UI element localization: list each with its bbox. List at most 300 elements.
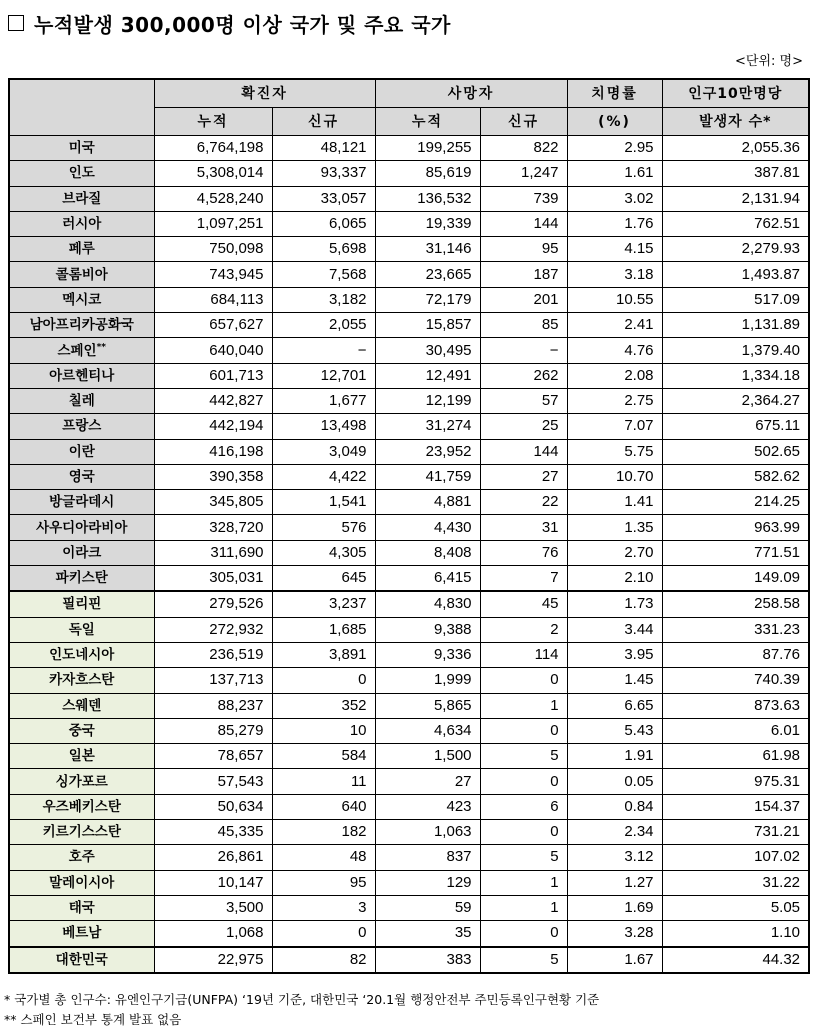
deaths-cumulative-cell: 72,179 xyxy=(375,287,480,312)
table-row xyxy=(9,591,809,617)
footnotes xyxy=(4,990,599,1030)
deaths-cumulative-cell: 5,865 xyxy=(375,693,480,718)
table-row xyxy=(9,414,809,439)
per100k-cell: 44.32 xyxy=(662,947,809,973)
table-row xyxy=(9,895,809,920)
confirmed-cumulative-cell: 236,519 xyxy=(154,642,272,667)
cfr-cell: 7.07 xyxy=(567,414,662,439)
confirmed-new-cell: 3 xyxy=(272,895,375,920)
deaths-cumulative-cell: 23,952 xyxy=(375,439,480,464)
per100k-cell: 1,131.89 xyxy=(662,313,809,338)
cfr-cell: 3.28 xyxy=(567,921,662,947)
country-name: 방글라데시 xyxy=(49,494,115,511)
confirmed-new-cell: 645 xyxy=(272,566,375,592)
confirmed-cumulative-cell: 272,932 xyxy=(154,617,272,642)
confirmed-cumulative-cell: 78,657 xyxy=(154,744,272,769)
confirmed-new-cell: 11 xyxy=(272,769,375,794)
per100k-cell: 154.37 xyxy=(662,794,809,819)
confirmed-cumulative-cell: 50,634 xyxy=(154,794,272,819)
cfr-cell: 10.70 xyxy=(567,464,662,489)
deaths-cumulative-cell: 383 xyxy=(375,947,480,973)
deaths-new-cell: 5 xyxy=(480,845,567,870)
per100k-cell: 87.76 xyxy=(662,642,809,667)
per100k-cell: 2,364.27 xyxy=(662,388,809,413)
cfr-cell: 5.43 xyxy=(567,718,662,743)
table-row xyxy=(9,744,809,769)
country-name: 스페인 xyxy=(57,342,97,359)
deaths-new-cell: 45 xyxy=(480,591,567,617)
confirmed-new-cell: 182 xyxy=(272,820,375,845)
deaths-new-cell: 262 xyxy=(480,363,567,388)
country-name: 아르헨티나 xyxy=(49,367,115,384)
country-cell xyxy=(9,642,154,667)
header-confirmed: 확진자 xyxy=(154,79,375,108)
per100k-cell: 387.81 xyxy=(662,161,809,186)
confirmed-cumulative-cell: 88,237 xyxy=(154,693,272,718)
deaths-cumulative-cell: 4,830 xyxy=(375,591,480,617)
country-name: 브라질 xyxy=(62,190,102,207)
country-cell xyxy=(9,490,154,515)
header-confirmed-new: 신규 xyxy=(272,108,375,136)
deaths-new-cell: 0 xyxy=(480,769,567,794)
deaths-cumulative-cell: 12,491 xyxy=(375,363,480,388)
country-name: 영국 xyxy=(68,469,95,485)
deaths-new-cell: 5 xyxy=(480,947,567,973)
header-confirmed-cumulative: 누적 xyxy=(154,108,272,136)
confirmed-cumulative-cell: 1,068 xyxy=(154,921,272,947)
confirmed-new-cell: 82 xyxy=(272,947,375,973)
country-name: 필리핀 xyxy=(62,596,102,613)
table-row xyxy=(9,439,809,464)
per100k-cell: 107.02 xyxy=(662,845,809,870)
country-cell xyxy=(9,237,154,262)
table-row xyxy=(9,287,809,312)
cfr-cell: 3.18 xyxy=(567,262,662,287)
per100k-cell: 675.11 xyxy=(662,414,809,439)
per100k-cell: 1,379.40 xyxy=(662,338,809,363)
deaths-cumulative-cell: 9,336 xyxy=(375,642,480,667)
country-name: 스웨덴 xyxy=(62,697,102,714)
per100k-cell: 2,279.93 xyxy=(662,237,809,262)
per100k-cell: 740.39 xyxy=(662,668,809,693)
deaths-cumulative-cell: 59 xyxy=(375,895,480,920)
deaths-cumulative-cell: 136,532 xyxy=(375,186,480,211)
deaths-cumulative-cell: 30,495 xyxy=(375,338,480,363)
per100k-cell: 517.09 xyxy=(662,287,809,312)
per100k-cell: 582.62 xyxy=(662,464,809,489)
table-row xyxy=(9,490,809,515)
table-row xyxy=(9,136,809,161)
deaths-cumulative-cell: 837 xyxy=(375,845,480,870)
per100k-cell: 214.25 xyxy=(662,490,809,515)
table-row xyxy=(9,313,809,338)
cfr-cell: 3.02 xyxy=(567,186,662,211)
table-row xyxy=(9,211,809,236)
confirmed-new-cell: 584 xyxy=(272,744,375,769)
country-name: 카자흐스탄 xyxy=(49,672,115,689)
country-name: 독일 xyxy=(68,621,95,638)
country-cell xyxy=(9,794,154,819)
cfr-cell: 2.75 xyxy=(567,388,662,413)
cfr-cell: 2.41 xyxy=(567,313,662,338)
deaths-cumulative-cell: 4,430 xyxy=(375,515,480,540)
cfr-cell: 2.10 xyxy=(567,566,662,592)
confirmed-cumulative-cell: 442,194 xyxy=(154,414,272,439)
table-row xyxy=(9,566,809,592)
table-row xyxy=(9,262,809,287)
country-cell xyxy=(9,363,154,388)
covid-stats-table xyxy=(8,78,810,974)
confirmed-cumulative-cell: 22,975 xyxy=(154,947,272,973)
country-cell xyxy=(9,617,154,642)
country-name: 사우디아라비아 xyxy=(36,519,128,536)
cfr-cell: 1.76 xyxy=(567,211,662,236)
per100k-cell: 873.63 xyxy=(662,693,809,718)
per100k-cell: 731.21 xyxy=(662,820,809,845)
deaths-new-cell: 25 xyxy=(480,414,567,439)
checkbox-square-icon xyxy=(8,15,24,31)
country-name: 러시아 xyxy=(62,216,102,233)
cfr-cell: 2.95 xyxy=(567,136,662,161)
confirmed-new-cell: 7,568 xyxy=(272,262,375,287)
confirmed-cumulative-cell: 279,526 xyxy=(154,591,272,617)
cfr-cell: 1.35 xyxy=(567,515,662,540)
confirmed-cumulative-cell: 311,690 xyxy=(154,540,272,565)
deaths-new-cell: 27 xyxy=(480,464,567,489)
table-row xyxy=(9,515,809,540)
per100k-cell: 258.58 xyxy=(662,591,809,617)
deaths-new-cell: 22 xyxy=(480,490,567,515)
country-name: 싱가포르 xyxy=(55,773,108,790)
confirmed-new-cell: 3,049 xyxy=(272,439,375,464)
confirmed-new-cell: 576 xyxy=(272,515,375,540)
deaths-cumulative-cell: 199,255 xyxy=(375,136,480,161)
cfr-cell: 1.91 xyxy=(567,744,662,769)
confirmed-new-cell: 13,498 xyxy=(272,414,375,439)
deaths-new-cell: 144 xyxy=(480,211,567,236)
deaths-new-cell: 0 xyxy=(480,820,567,845)
deaths-new-cell: − xyxy=(480,338,567,363)
confirmed-cumulative-cell: 442,827 xyxy=(154,388,272,413)
deaths-new-cell: 201 xyxy=(480,287,567,312)
cfr-cell: 1.41 xyxy=(567,490,662,515)
country-cell xyxy=(9,313,154,338)
table-row xyxy=(9,363,809,388)
cfr-cell: 1.67 xyxy=(567,947,662,973)
confirmed-cumulative-cell: 10,147 xyxy=(154,870,272,895)
deaths-new-cell: 6 xyxy=(480,794,567,819)
country-cell xyxy=(9,693,154,718)
table-row xyxy=(9,540,809,565)
cfr-cell: 6.65 xyxy=(567,693,662,718)
country-cell xyxy=(9,718,154,743)
confirmed-cumulative-cell: 640,040 xyxy=(154,338,272,363)
confirmed-cumulative-cell: 390,358 xyxy=(154,464,272,489)
deaths-cumulative-cell: 85,619 xyxy=(375,161,480,186)
per100k-cell: 1,493.87 xyxy=(662,262,809,287)
confirmed-new-cell: 1,685 xyxy=(272,617,375,642)
header-cfr: 치명률 xyxy=(567,79,662,108)
per100k-cell: 31.22 xyxy=(662,870,809,895)
country-name: 호주 xyxy=(68,849,95,866)
country-cell xyxy=(9,921,154,947)
country-cell xyxy=(9,262,154,287)
cfr-cell: 0.05 xyxy=(567,769,662,794)
table-row xyxy=(9,617,809,642)
country-cell xyxy=(9,668,154,693)
country-name: 콜롬비아 xyxy=(55,266,108,283)
country-name: 태국 xyxy=(68,900,95,917)
table-row xyxy=(9,921,809,947)
table-row xyxy=(9,642,809,667)
confirmed-new-cell: − xyxy=(272,338,375,363)
table-row xyxy=(9,794,809,819)
footnote-spain: ** 스페인 보건부 통계 발표 없음 xyxy=(4,1012,182,1027)
country-name: 말레이시아 xyxy=(49,874,115,891)
confirmed-new-cell: 4,305 xyxy=(272,540,375,565)
cfr-cell: 5.75 xyxy=(567,439,662,464)
per100k-cell: 2,055.36 xyxy=(662,136,809,161)
country-name: 이라크 xyxy=(62,544,102,561)
confirmed-new-cell: 10 xyxy=(272,718,375,743)
confirmed-new-cell: 3,237 xyxy=(272,591,375,617)
deaths-cumulative-cell: 41,759 xyxy=(375,464,480,489)
cfr-cell: 4.76 xyxy=(567,338,662,363)
confirmed-cumulative-cell: 57,543 xyxy=(154,769,272,794)
header-deaths: 사망자 xyxy=(375,79,567,108)
unit-label: <단위: 명> xyxy=(735,54,803,69)
country-name: 멕시코 xyxy=(62,291,102,308)
confirmed-cumulative-cell: 6,764,198 xyxy=(154,136,272,161)
confirmed-cumulative-cell: 743,945 xyxy=(154,262,272,287)
per100k-cell: 149.09 xyxy=(662,566,809,592)
table-row xyxy=(9,947,809,973)
deaths-new-cell: 144 xyxy=(480,439,567,464)
per100k-cell: 1,334.18 xyxy=(662,363,809,388)
table-row xyxy=(9,820,809,845)
cfr-cell: 1.45 xyxy=(567,668,662,693)
deaths-cumulative-cell: 19,339 xyxy=(375,211,480,236)
country-name: 베트남 xyxy=(62,925,102,942)
confirmed-new-cell: 640 xyxy=(272,794,375,819)
country-cell xyxy=(9,161,154,186)
country-cell xyxy=(9,566,154,592)
deaths-cumulative-cell: 129 xyxy=(375,870,480,895)
country-name: 남아프리카공화국 xyxy=(29,317,134,334)
title-text: 누적발생 300,000명 이상 국가 및 주요 국가 xyxy=(34,12,451,37)
table-row xyxy=(9,338,809,363)
confirmed-cumulative-cell: 3,500 xyxy=(154,895,272,920)
confirmed-new-cell: 2,055 xyxy=(272,313,375,338)
footnote-marker: ** xyxy=(96,342,107,353)
cfr-cell: 1.61 xyxy=(567,161,662,186)
confirmed-new-cell: 3,182 xyxy=(272,287,375,312)
deaths-new-cell: 1,247 xyxy=(480,161,567,186)
confirmed-cumulative-cell: 416,198 xyxy=(154,439,272,464)
country-name: 인도네시아 xyxy=(49,647,115,664)
header-cfr-unit: (%) xyxy=(567,108,662,136)
country-cell xyxy=(9,540,154,565)
per100k-cell: 5.05 xyxy=(662,895,809,920)
confirmed-cumulative-cell: 345,805 xyxy=(154,490,272,515)
country-name: 미국 xyxy=(68,140,95,157)
table-row xyxy=(9,693,809,718)
deaths-new-cell: 31 xyxy=(480,515,567,540)
confirmed-new-cell: 4,422 xyxy=(272,464,375,489)
country-cell xyxy=(9,895,154,920)
deaths-cumulative-cell: 9,388 xyxy=(375,617,480,642)
header-country xyxy=(9,79,154,136)
country-cell xyxy=(9,515,154,540)
confirmed-cumulative-cell: 305,031 xyxy=(154,566,272,592)
country-name: 이란 xyxy=(68,443,95,460)
per100k-cell: 2,131.94 xyxy=(662,186,809,211)
country-cell xyxy=(9,186,154,211)
deaths-cumulative-cell: 423 xyxy=(375,794,480,819)
table-row xyxy=(9,186,809,211)
country-name: 프랑스 xyxy=(62,418,102,435)
confirmed-new-cell: 1,541 xyxy=(272,490,375,515)
confirmed-cumulative-cell: 328,720 xyxy=(154,515,272,540)
per100k-cell: 1.10 xyxy=(662,921,809,947)
country-cell xyxy=(9,744,154,769)
deaths-new-cell: 1 xyxy=(480,895,567,920)
confirmed-new-cell: 93,337 xyxy=(272,161,375,186)
country-name: 칠레 xyxy=(68,393,95,410)
deaths-new-cell: 2 xyxy=(480,617,567,642)
header-deaths-new: 신규 xyxy=(480,108,567,136)
per100k-cell: 771.51 xyxy=(662,540,809,565)
deaths-new-cell: 7 xyxy=(480,566,567,592)
table-row xyxy=(9,237,809,262)
deaths-new-cell: 85 xyxy=(480,313,567,338)
country-name: 일본 xyxy=(68,748,95,765)
page-title xyxy=(8,10,451,36)
cfr-cell: 4.15 xyxy=(567,237,662,262)
deaths-cumulative-cell: 1,063 xyxy=(375,820,480,845)
country-cell xyxy=(9,136,154,161)
deaths-new-cell: 5 xyxy=(480,744,567,769)
cfr-cell: 3.95 xyxy=(567,642,662,667)
deaths-cumulative-cell: 1,500 xyxy=(375,744,480,769)
country-name: 파키스탄 xyxy=(55,570,108,587)
cfr-cell: 2.08 xyxy=(567,363,662,388)
confirmed-cumulative-cell: 601,713 xyxy=(154,363,272,388)
cfr-cell: 0.84 xyxy=(567,794,662,819)
table-row xyxy=(9,769,809,794)
country-cell xyxy=(9,591,154,617)
deaths-cumulative-cell: 31,146 xyxy=(375,237,480,262)
deaths-new-cell: 739 xyxy=(480,186,567,211)
deaths-new-cell: 0 xyxy=(480,718,567,743)
deaths-new-cell: 0 xyxy=(480,921,567,947)
confirmed-cumulative-cell: 26,861 xyxy=(154,845,272,870)
table-row xyxy=(9,464,809,489)
cfr-cell: 3.44 xyxy=(567,617,662,642)
confirmed-new-cell: 5,698 xyxy=(272,237,375,262)
deaths-new-cell: 0 xyxy=(480,668,567,693)
deaths-cumulative-cell: 23,665 xyxy=(375,262,480,287)
deaths-cumulative-cell: 4,881 xyxy=(375,490,480,515)
country-cell xyxy=(9,870,154,895)
deaths-cumulative-cell: 8,408 xyxy=(375,540,480,565)
country-name: 키르기스스탄 xyxy=(42,824,121,841)
country-cell xyxy=(9,845,154,870)
table-row xyxy=(9,161,809,186)
confirmed-new-cell: 48 xyxy=(272,845,375,870)
cfr-cell: 1.73 xyxy=(567,591,662,617)
deaths-new-cell: 187 xyxy=(480,262,567,287)
confirmed-new-cell: 0 xyxy=(272,668,375,693)
table-row xyxy=(9,388,809,413)
deaths-cumulative-cell: 31,274 xyxy=(375,414,480,439)
deaths-cumulative-cell: 1,999 xyxy=(375,668,480,693)
confirmed-cumulative-cell: 4,528,240 xyxy=(154,186,272,211)
deaths-cumulative-cell: 12,199 xyxy=(375,388,480,413)
deaths-new-cell: 57 xyxy=(480,388,567,413)
confirmed-cumulative-cell: 137,713 xyxy=(154,668,272,693)
deaths-new-cell: 95 xyxy=(480,237,567,262)
country-name: 페루 xyxy=(68,241,95,258)
country-cell xyxy=(9,820,154,845)
cfr-cell: 10.55 xyxy=(567,287,662,312)
deaths-cumulative-cell: 6,415 xyxy=(375,566,480,592)
country-cell xyxy=(9,439,154,464)
deaths-cumulative-cell: 35 xyxy=(375,921,480,947)
confirmed-new-cell: 3,891 xyxy=(272,642,375,667)
table-row xyxy=(9,870,809,895)
cfr-cell: 2.70 xyxy=(567,540,662,565)
country-name: 중국 xyxy=(68,722,95,739)
confirmed-new-cell: 352 xyxy=(272,693,375,718)
country-name: 대한민국 xyxy=(55,951,108,968)
deaths-new-cell: 1 xyxy=(480,693,567,718)
confirmed-cumulative-cell: 684,113 xyxy=(154,287,272,312)
country-name: 우즈베키스탄 xyxy=(42,798,121,815)
country-cell xyxy=(9,947,154,973)
confirmed-cumulative-cell: 5,308,014 xyxy=(154,161,272,186)
confirmed-new-cell: 6,065 xyxy=(272,211,375,236)
header-deaths-cumulative: 누적 xyxy=(375,108,480,136)
confirmed-cumulative-cell: 750,098 xyxy=(154,237,272,262)
per100k-cell: 502.65 xyxy=(662,439,809,464)
table-row xyxy=(9,668,809,693)
per100k-cell: 762.51 xyxy=(662,211,809,236)
table-row xyxy=(9,845,809,870)
confirmed-new-cell: 12,701 xyxy=(272,363,375,388)
cfr-cell: 3.12 xyxy=(567,845,662,870)
header-per100k-sub: 발생자 수* xyxy=(662,108,809,136)
per100k-cell: 963.99 xyxy=(662,515,809,540)
confirmed-cumulative-cell: 657,627 xyxy=(154,313,272,338)
cfr-cell: 2.34 xyxy=(567,820,662,845)
country-cell xyxy=(9,464,154,489)
country-cell xyxy=(9,211,154,236)
per100k-cell: 61.98 xyxy=(662,744,809,769)
country-cell xyxy=(9,287,154,312)
confirmed-new-cell: 33,057 xyxy=(272,186,375,211)
per100k-cell: 975.31 xyxy=(662,769,809,794)
country-cell xyxy=(9,388,154,413)
deaths-new-cell: 114 xyxy=(480,642,567,667)
deaths-cumulative-cell: 27 xyxy=(375,769,480,794)
deaths-new-cell: 1 xyxy=(480,870,567,895)
confirmed-new-cell: 0 xyxy=(272,921,375,947)
confirmed-new-cell: 95 xyxy=(272,870,375,895)
deaths-new-cell: 822 xyxy=(480,136,567,161)
country-name: 인도 xyxy=(68,165,95,182)
cfr-cell: 1.69 xyxy=(567,895,662,920)
